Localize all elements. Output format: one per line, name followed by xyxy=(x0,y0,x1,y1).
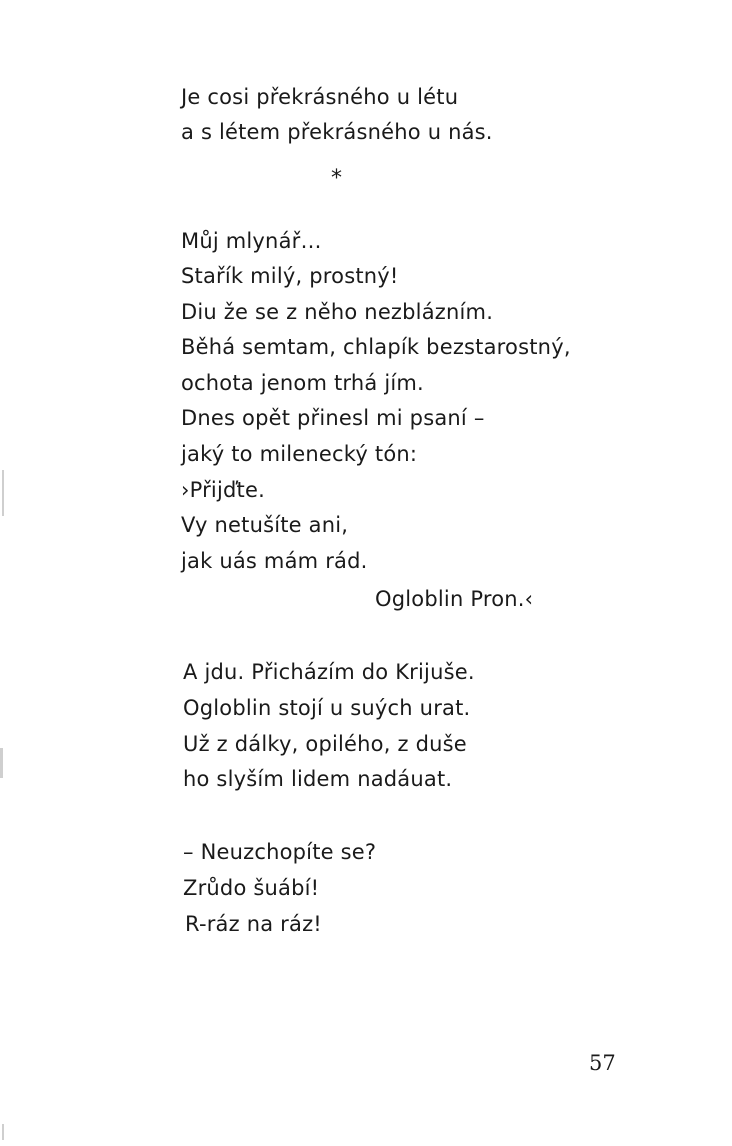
poem-line: – Neuzchopíte se? xyxy=(183,840,377,864)
poem-line: Stařík milý, prostný! xyxy=(181,264,399,288)
poem-line: A jdu. Přicházím do Krijuše. xyxy=(183,660,475,684)
poem-line: R-ráz na ráz! xyxy=(185,912,322,936)
poem-line: Dnes opět přinesl mi psaní – xyxy=(181,406,485,430)
poem-line: ho slyším lidem nadáuat. xyxy=(183,767,453,791)
section-separator: * xyxy=(331,166,342,191)
page-edge-shadow xyxy=(2,470,4,516)
poem-line: Vy netušíte ani, xyxy=(181,513,349,537)
letter-signature: Ogloblin Pron.‹ xyxy=(375,587,534,611)
poem-line: ochota jenom trhá jím. xyxy=(181,371,424,395)
poem-line: ›Přijďte. xyxy=(181,478,265,502)
poem-line: Zrůdo šuábí! xyxy=(183,876,320,900)
poem-line: Ogloblin stojí u suých urat. xyxy=(183,696,471,720)
poem-line: Běhá semtam, chlapík bezstarostný, xyxy=(181,335,571,359)
page-number: 57 xyxy=(589,1051,616,1075)
poem-line: a s létem překrásného u nás. xyxy=(181,120,493,144)
poem-line: Můj mlynář… xyxy=(181,229,322,253)
poem-line: Je cosi překrásného u létu xyxy=(181,85,459,109)
poem-line: Už z dálky, opilého, z duše xyxy=(183,732,467,756)
page-edge-shadow xyxy=(0,748,3,778)
page-edge-shadow xyxy=(2,1124,4,1140)
poem-line: Diu že se z něho nezblázním. xyxy=(181,300,494,324)
poem-line: jaký to milenecký tón: xyxy=(181,442,418,466)
poem-line: jak uás mám rád. xyxy=(181,549,368,573)
